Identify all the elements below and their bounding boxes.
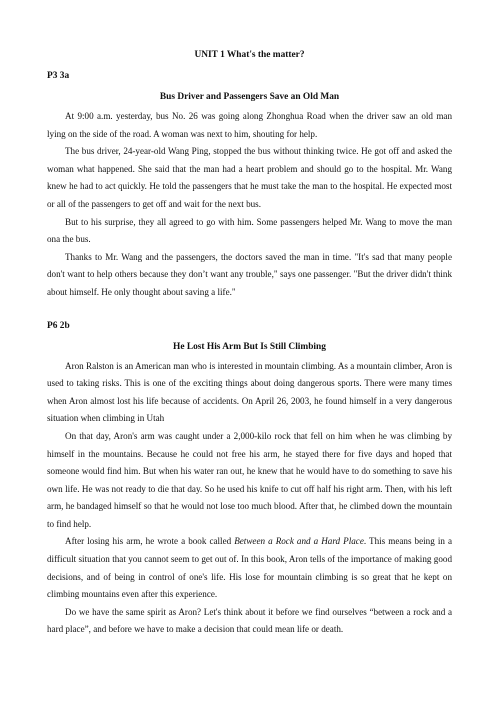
paragraph: Aron Ralston is an American man who is interested in mountain climbing. As a mountain climber, Aron is used to taking risks. This is one of the exciting things about doing dangerous sports. There were many times when Aron almost lost his life because of accidents. On April 26, 2003, he found himself in a very dangerous situation when climbing in Utah — [47, 360, 452, 424]
article-title-bus-driver: Bus Driver and Passengers Save an Old Man — [159, 92, 340, 102]
unit-title: UNIT 1 What's the matter? — [194, 50, 305, 60]
article-title-lost-arm: He Lost His Arm But Is Still Climbing — [173, 341, 326, 352]
paragraph-text: After losing his arm, he wrote a book called — [65, 536, 235, 547]
paragraph: The bus driver, 24-year-old Wang Ping, stopped the bus without thinking twice. He got off and asked the woman what happened. She said that the man had a heart problem and should go to the hospital. Mr. Wang knew he had to act quickly. He told the passengers that he must take the man to the hospital. He expected most or all of the passengers to get off and wait for the next bus. — [47, 146, 452, 209]
paragraph: At 9:00 a.m. yesterday, bus No. 26 was going along Zhonghua Road when the driver saw an old man lying on the side of the road. A woman was next to him, shouting for help. — [47, 111, 452, 139]
paragraph-text: . This means being in a difficult situation that you cannot seem to get out of. In this book, Aron tells of the importance of making good decisions, and of being in control of one's life. His lose for mountain climbing is so great that he kept on climbing mountains even after this experience. — [47, 536, 452, 600]
book-title: Between a Rock and a Hard Place — [234, 536, 364, 547]
paragraph: Thanks to Mr. Wang and the passengers, the doctors saved the man in time. "It's sad that many people don't want to help others because they don’t want any trouble," says one passenger. "But the driver didn't think about himself. He only thought about saving a life." — [47, 251, 452, 297]
paragraph: But to his surprise, they all agreed to go with him. Some passengers helped Mr. Wang to move the man ona the bus. — [47, 216, 452, 245]
paragraph: On that day, Aron's arm was caught under a 2,000-kilo rock that fell on him when he was climbing by himself in the mountains. Because he could not free his arm, he stayed there for five days and hoped that someone would find him. But when his water ran out, he knew that he would have to do something to save his own life. He was not ready to die that day. So he used his knife to cut off half his right arm. Then, with his left arm, he bandaged himself so that he would not lose too much blood. After that, he climbed down the mountain to find help. — [47, 430, 452, 529]
section-spacer — [47, 302, 452, 319]
paragraph: Do we have the same spirit as Aron? Let's think about it before we find ourselves “between a rock and a hard place”, and before we have to make a decision that could mean life or death. — [47, 606, 452, 635]
section-label-p3-3a: P3 3a — [47, 71, 70, 81]
paragraph-book — [47, 533, 452, 603]
document-page — [47, 48, 452, 639]
section-label-p6-2b: P6 2b — [47, 320, 70, 331]
